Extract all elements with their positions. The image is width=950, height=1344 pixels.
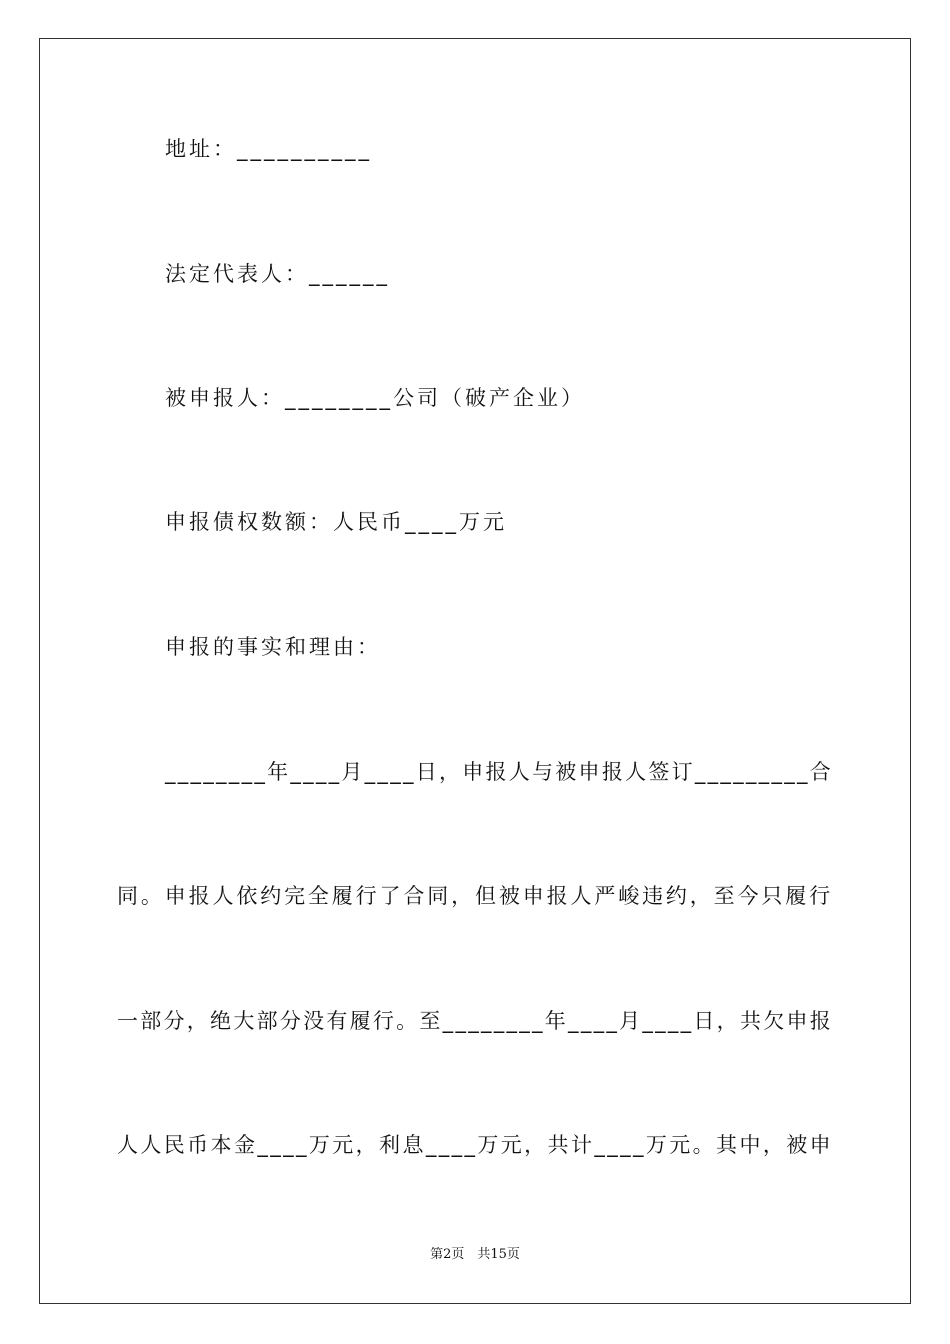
address-line: 地址：__________ — [165, 137, 372, 161]
claim-amount-line: 申报债权数额：人民币____万元 — [165, 510, 507, 534]
paragraph-text: ________年____月____日，申报人与被申报人签订_________合 — [165, 760, 833, 784]
legal-representative-line: 法定代表人：______ — [165, 262, 390, 286]
paragraph-line-2 — [117, 882, 833, 910]
paragraph-line-3 — [117, 1007, 833, 1035]
paragraph-text: 一部分，绝大部分没有履行。至________年____月____日，共欠申报 — [117, 1009, 833, 1033]
respondent-line: 被申报人：________公司（破产企业） — [165, 386, 585, 410]
paragraph-line-1 — [165, 758, 833, 786]
page-border — [39, 38, 911, 1304]
paragraph-text: 人人民币本金____万元，利息____万元，共计____万元。其中，被申 — [117, 1133, 833, 1157]
facts-heading: 申报的事实和理由： — [165, 635, 381, 659]
page-number-footer: 第2页 共15页 — [430, 1247, 520, 1262]
paragraph-line-4 — [117, 1131, 833, 1159]
paragraph-text: 同。申报人依约完全履行了合同，但被申报人严峻违约，至今只履行 — [117, 884, 833, 908]
